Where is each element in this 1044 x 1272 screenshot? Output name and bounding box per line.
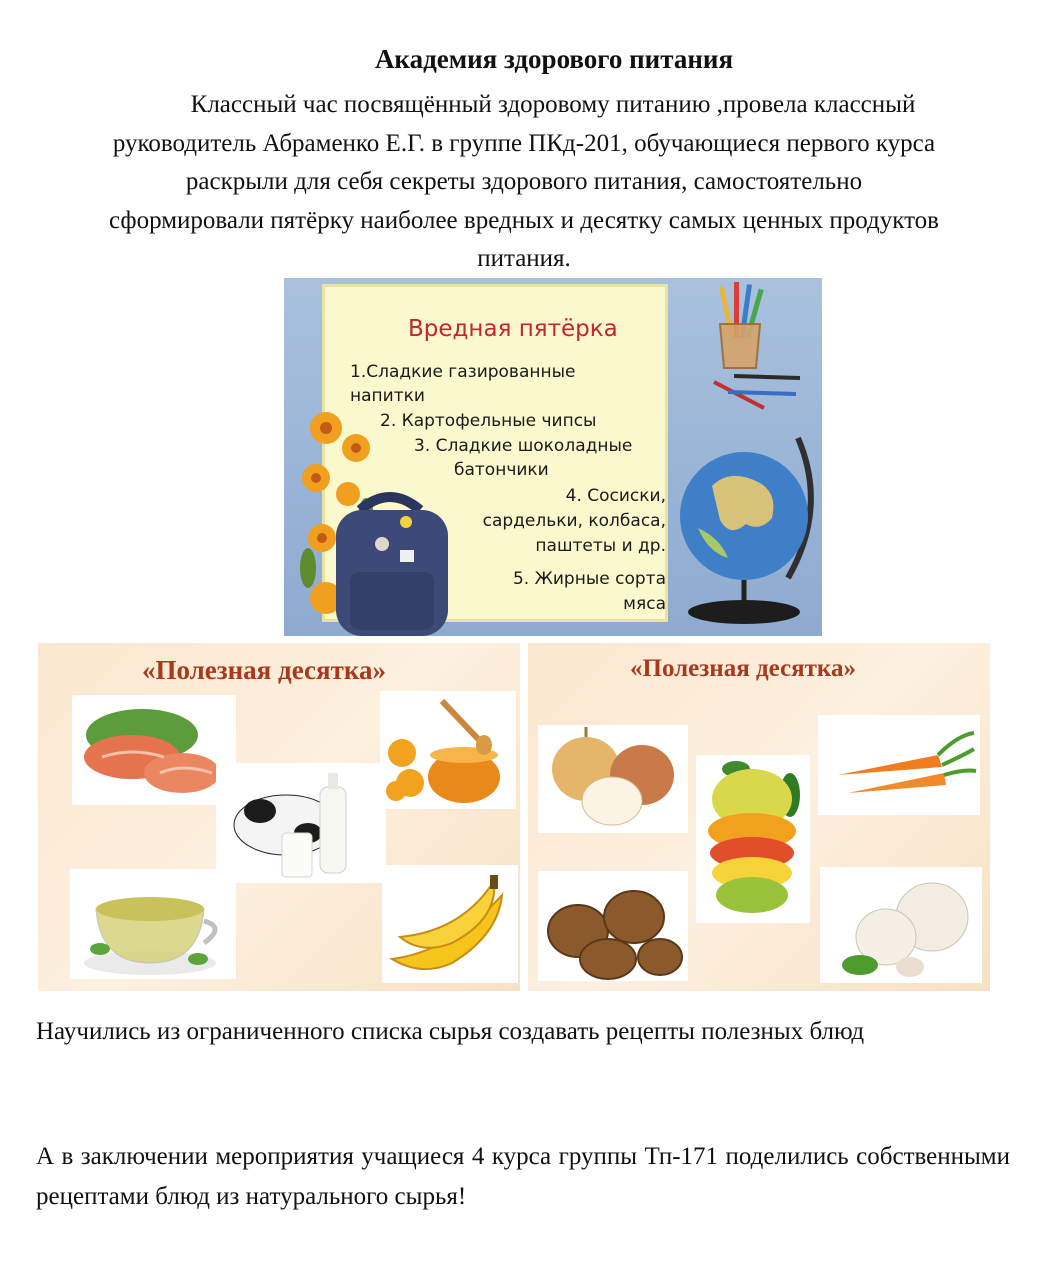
useful-slide-title-left: «Полезная десятка»	[142, 655, 387, 685]
fish-icon	[72, 695, 236, 805]
milk-cow-icon	[216, 763, 386, 883]
harmful-slide-title: Вредная пятёрка	[408, 316, 618, 342]
walnuts-icon	[538, 871, 688, 981]
intro-line-5: питания.	[477, 245, 571, 272]
page-title: Академия здорового питания	[374, 44, 734, 74]
intro-line-1: Классный час посвящённый здоровому питанию ,провела классный	[190, 91, 916, 118]
pens-icon	[704, 368, 804, 418]
milk-card	[216, 763, 386, 883]
honey-icon	[380, 691, 516, 809]
harmful-five-slide	[284, 278, 822, 636]
intro-line-4: сформировали пятёрку наиболее вредных и десятку самых ценных продуктов	[108, 206, 939, 234]
intro-line-2: руководитель Абраменко Е.Г. в группе ПКд-201, обучающиеся первого курса	[112, 129, 936, 157]
paragraph-conclusion: А в заключении мероприятия учащиеся 4 курса группы Тп-171 поделились собственными рецептами блюд из натурального сырья!	[36, 1143, 1010, 1210]
garlic-card	[820, 867, 982, 983]
harmful-item-1-cont: напитки	[350, 386, 425, 406]
intro-paragraph	[38, 86, 1010, 279]
harmful-item-1: 1.Сладкие газированные	[350, 362, 576, 382]
walnut-card	[538, 871, 688, 981]
intro-line-3: раскрыли для себя секреты здорового питания, самостоятельно	[185, 168, 863, 195]
fish-card	[72, 695, 236, 805]
useful-ten-slide-right	[528, 643, 990, 991]
paragraph-recipes: Научились из ограниченного списка сырья создавать рецепты полезных блюд	[36, 1018, 865, 1045]
fruit-card	[696, 755, 810, 923]
carrot-icon	[818, 715, 980, 815]
globe-icon	[668, 428, 818, 628]
harmful-item-2: 2. Картофельные чипсы	[380, 411, 597, 431]
harmful-item-4-cont: сардельки, колбаса,	[482, 511, 666, 531]
harmful-item-5-cont: мяса	[623, 594, 666, 614]
harmful-item-3: 3. Сладкие шоколадные	[414, 436, 633, 456]
harmful-item-4: 4. Сосиски,	[565, 486, 666, 506]
harmful-item-5: 5. Жирные сорта	[512, 569, 666, 589]
useful-slide-title-right: «Полезная десятка»	[630, 655, 856, 682]
banana-card	[382, 865, 518, 983]
backpack-icon	[320, 492, 460, 636]
honey-card	[380, 691, 516, 809]
fruit-stack-icon	[696, 755, 810, 923]
useful-ten-slide-left	[38, 643, 520, 991]
carrot-card	[818, 715, 980, 815]
bananas-icon	[382, 865, 518, 983]
onion-icon	[538, 725, 688, 833]
harmful-item-4-cont2: паштеты и др.	[535, 536, 666, 556]
onion-card	[538, 725, 688, 833]
tea-card	[70, 869, 236, 979]
pencil-cup-icon	[704, 280, 774, 372]
harmful-item-3-cont: батончики	[454, 460, 549, 480]
green-tea-icon	[70, 869, 236, 979]
garlic-icon	[820, 867, 982, 983]
